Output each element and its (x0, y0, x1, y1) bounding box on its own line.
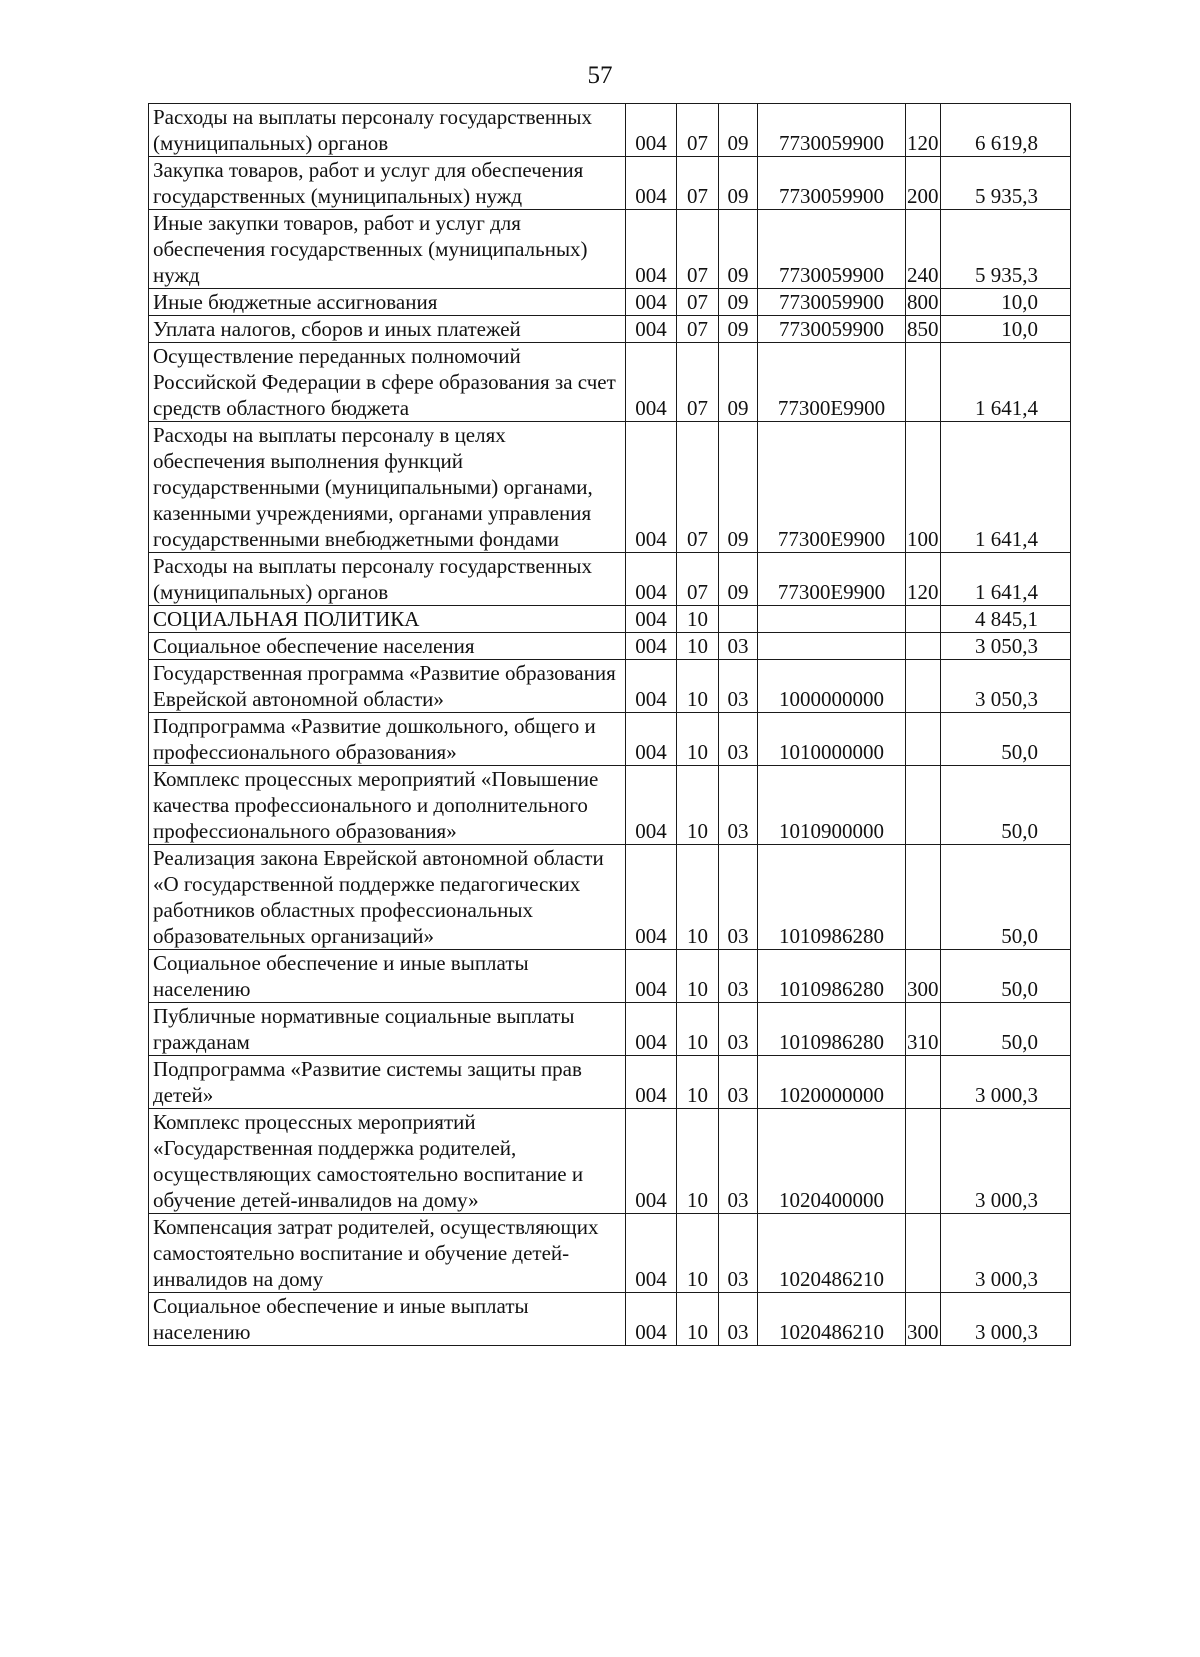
row-subsection-code: 03 (719, 766, 758, 845)
row-amount: 3 000,3 (941, 1293, 1071, 1346)
row-name: Государственная программа «Развитие образования Еврейской автономной области» (149, 660, 626, 713)
row-section-code: 10 (677, 606, 719, 633)
row-subsection-code: 09 (719, 210, 758, 289)
row-amount: 5 935,3 (941, 210, 1071, 289)
row-ved-code: 004 (626, 553, 677, 606)
row-amount: 1 641,4 (941, 553, 1071, 606)
budget-table (148, 103, 1071, 1346)
row-expense-type-code (906, 713, 941, 766)
table-row (149, 210, 1071, 289)
row-subsection-code: 09 (719, 422, 758, 553)
row-subsection-code: 09 (719, 104, 758, 157)
page-number: 57 (587, 62, 613, 89)
row-section-code: 10 (677, 1214, 719, 1293)
row-ved-code: 004 (626, 316, 677, 343)
row-name: Комплекс процессных мероприятий «Государственная поддержка родителей, осуществляющих самостоятельно воспитание и обучение детей-инвалидов на дому» (149, 1109, 626, 1214)
row-name: Компенсация затрат родителей, осуществляющих самостоятельно воспитание и обучение детей-инвалидов на дому (149, 1214, 626, 1293)
row-target-article-code: 7730059900 (758, 104, 906, 157)
row-ved-code: 004 (626, 845, 677, 950)
row-expense-type-code (906, 766, 941, 845)
row-expense-type-code (906, 845, 941, 950)
row-ved-code: 004 (626, 950, 677, 1003)
row-ved-code: 004 (626, 289, 677, 316)
row-name: Социальное обеспечение и иные выплаты населению (149, 950, 626, 1003)
row-ved-code: 004 (626, 633, 677, 660)
row-name: Расходы на выплаты персоналу государственных (муниципальных) органов (149, 104, 626, 157)
row-target-article-code: 77300E9900 (758, 343, 906, 422)
row-section-code: 10 (677, 1109, 719, 1214)
row-ved-code: 004 (626, 713, 677, 766)
row-subsection-code: 09 (719, 289, 758, 316)
row-ved-code: 004 (626, 104, 677, 157)
row-ved-code: 004 (626, 1214, 677, 1293)
row-expense-type-code: 100 (906, 422, 941, 553)
row-amount: 1 641,4 (941, 422, 1071, 553)
table-row (149, 1293, 1071, 1346)
row-section-code: 07 (677, 210, 719, 289)
row-expense-type-code (906, 606, 941, 633)
row-section-code: 07 (677, 422, 719, 553)
row-amount: 6 619,8 (941, 104, 1071, 157)
table-row (149, 422, 1071, 553)
table-row (149, 289, 1071, 316)
row-amount: 5 935,3 (941, 157, 1071, 210)
row-section-code: 07 (677, 553, 719, 606)
row-amount: 50,0 (941, 766, 1071, 845)
table-row (149, 1056, 1071, 1109)
table-row (149, 633, 1071, 660)
row-expense-type-code: 240 (906, 210, 941, 289)
row-amount: 50,0 (941, 950, 1071, 1003)
table-row (149, 1003, 1071, 1056)
table-row (149, 104, 1071, 157)
row-section-code: 10 (677, 766, 719, 845)
row-expense-type-code (906, 1214, 941, 1293)
row-target-article-code: 7730059900 (758, 289, 906, 316)
table-row (149, 766, 1071, 845)
row-amount: 3 000,3 (941, 1109, 1071, 1214)
row-section-code: 10 (677, 950, 719, 1003)
row-section-code: 10 (677, 845, 719, 950)
row-name: Иные закупки товаров, работ и услуг для обеспечения государственных (муниципальных) нужд (149, 210, 626, 289)
row-name: Уплата налогов, сборов и иных платежей (149, 316, 626, 343)
table-row (149, 343, 1071, 422)
row-ved-code: 004 (626, 606, 677, 633)
row-amount: 50,0 (941, 845, 1071, 950)
row-name: Расходы на выплаты персоналу государственных (муниципальных) органов (149, 553, 626, 606)
row-target-article-code: 77300E9900 (758, 422, 906, 553)
table-row (149, 157, 1071, 210)
table-row (149, 950, 1071, 1003)
row-section-code: 10 (677, 1293, 719, 1346)
row-expense-type-code: 120 (906, 104, 941, 157)
row-subsection-code: 03 (719, 1056, 758, 1109)
row-section-code: 10 (677, 660, 719, 713)
table-row (149, 713, 1071, 766)
row-subsection-code: 09 (719, 157, 758, 210)
row-target-article-code: 77300E9900 (758, 553, 906, 606)
row-name: Иные бюджетные ассигнования (149, 289, 626, 316)
row-section-code: 07 (677, 289, 719, 316)
row-subsection-code: 03 (719, 1293, 758, 1346)
row-subsection-code: 03 (719, 660, 758, 713)
row-expense-type-code (906, 633, 941, 660)
row-subsection-code: 03 (719, 1003, 758, 1056)
row-ved-code: 004 (626, 766, 677, 845)
row-ved-code: 004 (626, 1056, 677, 1109)
row-amount: 50,0 (941, 1003, 1071, 1056)
row-expense-type-code: 850 (907, 317, 939, 341)
row-amount: 3 000,3 (941, 1214, 1071, 1293)
row-name: Осуществление переданных полномочий Российской Федерации в сфере образования за счет средств областного бюджета (149, 343, 626, 422)
row-ved-code: 004 (626, 343, 677, 422)
row-target-article-code: 1020486210 (758, 1214, 906, 1293)
row-name: Публичные нормативные социальные выплаты гражданам (149, 1003, 626, 1056)
row-target-article-code: 1010000000 (758, 713, 906, 766)
row-expense-type-code: 300 (906, 950, 941, 1003)
row-name: Подпрограмма «Развитие дошкольного, общего и профессионального образования» (149, 713, 626, 766)
row-target-article-code: 7730059900 (758, 157, 906, 210)
row-amount: 3 050,3 (941, 660, 1071, 713)
row-section-code: 07 (677, 316, 719, 343)
row-target-article-code: 1020000000 (758, 1056, 906, 1109)
row-expense-type-code (906, 1109, 941, 1214)
row-section-code: 10 (677, 713, 719, 766)
row-expense-type-code: 300 (906, 1293, 941, 1346)
row-subsection-code: 03 (719, 713, 758, 766)
row-expense-type-code: 200 (906, 157, 941, 210)
row-section-code: 10 (677, 633, 719, 660)
row-target-article-code: 7730059900 (758, 210, 906, 289)
row-target-article-code: 7730059900 (758, 316, 906, 343)
row-target-article-code: 1000000000 (758, 660, 906, 713)
table-row (149, 553, 1071, 606)
row-subsection-code: 03 (719, 633, 758, 660)
row-target-article-code (758, 633, 906, 660)
row-name: Расходы на выплаты персоналу в целях обеспечения выполнения функций государственными (муниципальными) органами, казенными учреждениями, органами управления государственными внебюджетными фондами (149, 422, 626, 553)
table-row (149, 1109, 1071, 1214)
row-subsection-code: 09 (719, 553, 758, 606)
row-ved-code: 004 (626, 1293, 677, 1346)
row-target-article-code: 1010986280 (758, 1003, 906, 1056)
row-name: Реализация закона Еврейской автономной области «О государственной поддержке педагогических работников областных профессиональных образовательных организаций» (149, 845, 626, 950)
row-name: Комплекс процессных мероприятий «Повышение качества профессионального и дополнительного профессионального образования» (149, 766, 626, 845)
row-subsection-code (719, 606, 758, 633)
table-row (149, 660, 1071, 713)
row-amount: 3 050,3 (941, 633, 1071, 660)
row-section-code: 07 (677, 157, 719, 210)
row-subsection-code: 03 (719, 950, 758, 1003)
row-subsection-code: 09 (719, 316, 758, 343)
row-expense-type-code: 800 (907, 290, 939, 314)
row-target-article-code: 1010986280 (758, 950, 906, 1003)
row-amount: 10,0 (941, 316, 1071, 343)
row-target-article-code: 1010986280 (758, 845, 906, 950)
row-amount: 10,0 (941, 289, 1071, 316)
row-name: Социальное обеспечение и иные выплаты населению (149, 1293, 626, 1346)
row-target-article-code: 1020486210 (758, 1293, 906, 1346)
row-ved-code: 004 (626, 1003, 677, 1056)
row-amount: 1 641,4 (941, 343, 1071, 422)
row-name: Подпрограмма «Развитие системы защиты прав детей» (149, 1056, 626, 1109)
row-expense-type-code (906, 343, 941, 422)
row-ved-code: 004 (626, 422, 677, 553)
row-ved-code: 004 (626, 1109, 677, 1214)
row-name: Закупка товаров, работ и услуг для обеспечения государственных (муниципальных) нужд (149, 157, 626, 210)
row-expense-type-code (906, 1056, 941, 1109)
row-name: СОЦИАЛЬНАЯ ПОЛИТИКА (149, 606, 626, 633)
row-subsection-code: 03 (719, 1214, 758, 1293)
row-section-code: 10 (677, 1003, 719, 1056)
row-amount: 3 000,3 (941, 1056, 1071, 1109)
row-expense-type-code: 120 (906, 553, 941, 606)
row-subsection-code: 09 (719, 343, 758, 422)
row-target-article-code: 1020400000 (758, 1109, 906, 1214)
row-section-code: 10 (677, 1056, 719, 1109)
table-body (149, 104, 1071, 1346)
row-subsection-code: 03 (719, 845, 758, 950)
row-amount: 4 845,1 (941, 606, 1071, 633)
table-row (149, 845, 1071, 950)
row-name: Социальное обеспечение населения (149, 633, 626, 660)
row-section-code: 07 (677, 104, 719, 157)
row-section-code: 07 (677, 343, 719, 422)
row-amount: 50,0 (941, 713, 1071, 766)
row-target-article-code (758, 606, 906, 633)
row-expense-type-code: 310 (906, 1003, 941, 1056)
table-row (149, 1214, 1071, 1293)
row-expense-type-code (906, 660, 941, 713)
row-ved-code: 004 (626, 157, 677, 210)
row-subsection-code: 03 (719, 1109, 758, 1214)
table-row (149, 316, 1071, 343)
row-target-article-code: 1010900000 (758, 766, 906, 845)
table-row (149, 606, 1071, 633)
row-ved-code: 004 (626, 210, 677, 289)
row-ved-code: 004 (626, 660, 677, 713)
